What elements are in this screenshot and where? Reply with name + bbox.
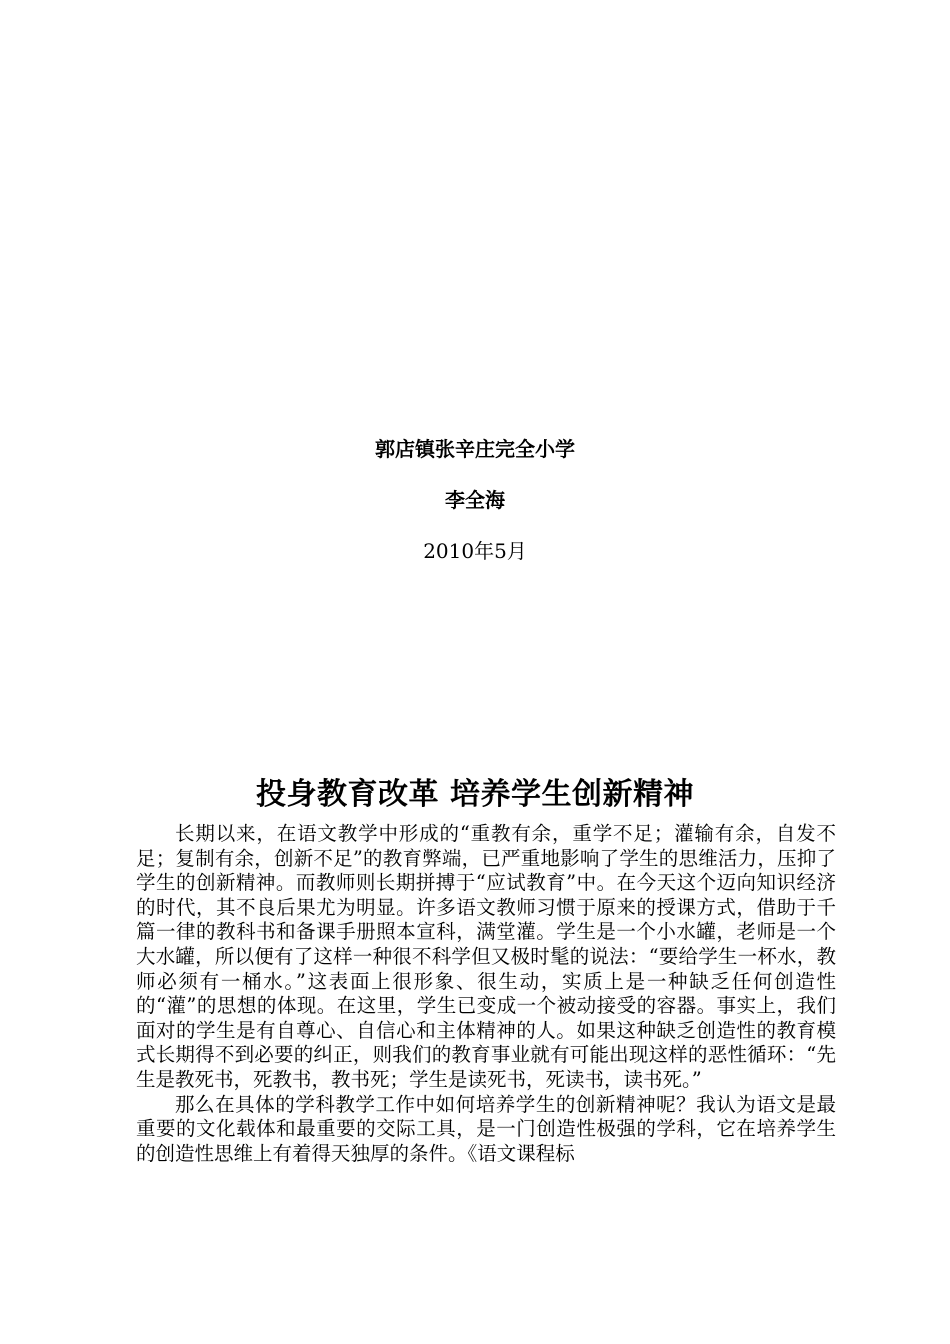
article-paragraph: 那么在具体的学科教学工作中如何培养学生的创新精神呢？我认为语文是最重要的文化载体和最重要的交际工具，是一门创造性极强的学科，它在培养学生的创造性思维上有着得天独厚的条件。《语文课程标 xyxy=(136,1092,836,1165)
cover-author-name: 李全海 xyxy=(445,488,505,512)
article-paragraph: 长期以来，在语文教学中形成的“重教有余，重学不足；灌输有余，自发不足；复制有余，创新不足”的教育弊端，已严重地影响了学生的思维活力，压抑了学生的创新精神。而教师则长期拼搏于“应试教育”中。在今天这个迈向知识经济的时代，其不良后果尤为明显。许多语文教师习惯于原来的授课方式，借助于千篇一律的教科书和备课手册照本宣科，满堂灌。学生是一个小水罐，老师是一个大水罐，所以便有了这样一种很不科学但又极时髦的说法：“要给学生一杯水，教师必须有一桶水。”这表面上很形象、很生动，实质上是一种缺乏任何创造性的“灌”的思想的体现。在这里，学生已变成一个被动接受的容器。事实上，我们面对的学生是有自尊心、自信心和主体精神的人。如果这种缺乏创造性的教育模式长期得不到必要的纠正，则我们的教育事业就有可能出现这样的恶性循环：“先生是教死书，死教书，教书死；学生是读死书，死读书，读书死。” xyxy=(136,822,836,1091)
cover-date: 2010年5月 xyxy=(423,539,527,563)
cover-school-name: 郭店镇张辛庄完全小学 xyxy=(375,437,575,461)
article-title: 投身教育改革 培养学生创新精神 xyxy=(256,777,694,812)
article-body xyxy=(136,822,836,1166)
